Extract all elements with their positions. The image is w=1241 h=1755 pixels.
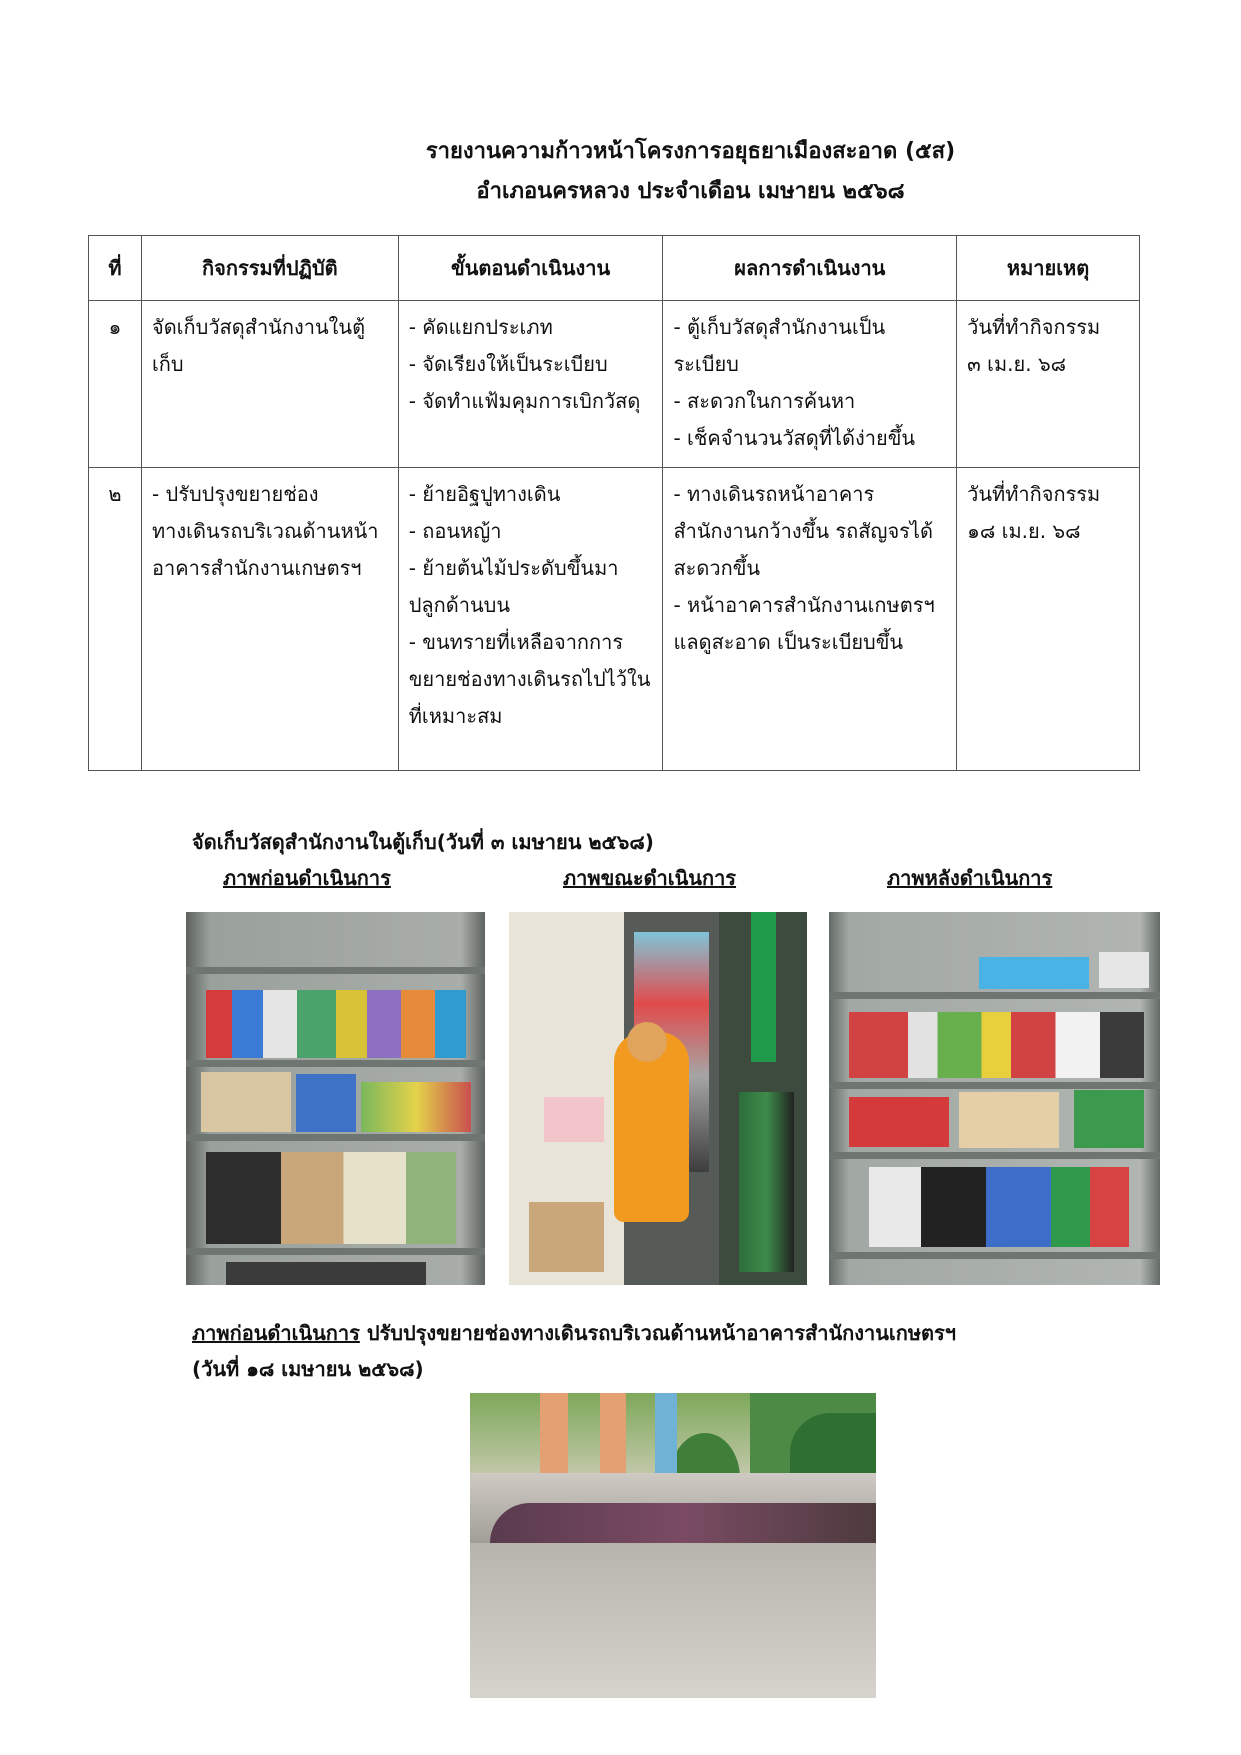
photo-cabinet-after <box>829 912 1160 1285</box>
text-line: สะดวกขึ้น <box>673 556 761 580</box>
text-line: - ทางเดินรถหน้าอาคาร <box>673 482 875 506</box>
row-remark <box>957 468 1140 771</box>
row-results <box>663 468 957 771</box>
text-line: - จัดเรียงให้เป็นระเบียบ <box>408 352 608 376</box>
label-before: ภาพก่อนดำเนินการ <box>223 866 391 890</box>
text-line: ปลูกด้านบน <box>408 593 511 617</box>
row-number: ๒ <box>89 468 142 771</box>
text-line: ทางเดินรถบริเวณด้านหน้า <box>151 519 379 543</box>
text-line: จัดเก็บวัสดุสำนักงานในตู้ <box>151 315 366 339</box>
table-row <box>89 301 1140 468</box>
text-line: - ย้ายอิฐปูทางเดิน <box>408 482 561 506</box>
text-line: ๓ เม.ย. ๖๘ <box>967 352 1067 376</box>
text-line: เก็บ <box>151 352 184 376</box>
text-line: วันที่ทำกิจกรรม <box>967 315 1101 339</box>
table-header-row <box>89 236 1140 301</box>
photo-walkway-before <box>470 1393 876 1698</box>
text-line: ระเบียบ <box>673 352 739 376</box>
row-results <box>663 301 957 468</box>
section2-heading <box>192 1317 956 1349</box>
row-remark <box>957 301 1140 468</box>
header-steps: ขั้นตอนดำเนินงาน <box>398 236 663 301</box>
label-during: ภาพขณะดำเนินการ <box>563 866 737 890</box>
text-line: - สะดวกในการค้นหา <box>673 389 856 413</box>
header-results: ผลการดำเนินงาน <box>663 236 957 301</box>
progress-table <box>88 235 1140 771</box>
text-line: - ย้ายต้นไม้ประดับขึ้นมา <box>408 556 619 580</box>
text-line: - ปรับปรุงขยายช่อง <box>151 482 319 506</box>
text-line: - เช็คจำนวนวัสดุที่ได้ง่ายขึ้น <box>673 426 916 450</box>
text-line: สำนักงานกว้างขึ้น รถสัญจรได้ <box>673 519 933 543</box>
row-steps <box>398 301 663 468</box>
row-activity <box>141 301 398 468</box>
header-activity: กิจกรรมที่ปฏิบัติ <box>141 236 398 301</box>
text-line: - ตู้เก็บวัสดุสำนักงานเป็น <box>673 315 886 339</box>
label-after: ภาพหลังดำเนินการ <box>887 866 1053 890</box>
text-line: ๑๘ เม.ย. ๖๘ <box>967 519 1081 543</box>
text-line: - หน้าอาคารสำนักงานเกษตรฯ <box>673 593 935 617</box>
header-remark: หมายเหตุ <box>957 236 1140 301</box>
photo-cabinet-during <box>509 912 807 1285</box>
text-line: ที่เหมาะสม <box>408 704 503 728</box>
text-line: - ขนทรายที่เหลือจากการ <box>408 630 624 654</box>
section2-heading-text: ปรับปรุงขยายช่องทางเดินรถบริเวณด้านหน้าอาคารสำนักงานเกษตรฯ <box>359 1321 956 1345</box>
report-subtitle: อำเภอนครหลวง ประจำเดือน เมษายน ๒๕๖๘ <box>476 179 905 204</box>
row-activity <box>141 468 398 771</box>
row-number: ๑ <box>89 301 142 468</box>
text-line: ขยายช่องทางเดินรถไปไว้ใน <box>408 667 651 691</box>
header-no: ที่ <box>89 236 142 301</box>
table-row <box>89 468 1140 771</box>
section2-date: (วันที่ ๑๘ เมษายน ๒๕๖๘) <box>192 1357 424 1381</box>
photo-cabinet-before <box>186 912 485 1285</box>
text-line: อาคารสำนักงานเกษตรฯ <box>151 556 362 580</box>
section1-heading: จัดเก็บวัสดุสำนักงานในตู้เก็บ(วันที่ ๓ เมษายน ๒๕๖๘) <box>192 830 654 854</box>
text-line: แลดูสะอาด เป็นระเบียบขึ้น <box>673 630 904 654</box>
text-line: วันที่ทำกิจกรรม <box>967 482 1101 506</box>
report-title: รายงานความก้าวหน้าโครงการอยุธยาเมืองสะอาด (๕ส) <box>425 139 956 164</box>
section2-label-before: ภาพก่อนดำเนินการ <box>192 1321 360 1345</box>
text-line: - จัดทำแฟ้มคุมการเบิกวัสดุ <box>408 389 641 413</box>
text-line: - ถอนหญ้า <box>408 519 502 543</box>
text-line: - คัดแยกประเภท <box>408 315 553 339</box>
row-steps <box>398 468 663 771</box>
